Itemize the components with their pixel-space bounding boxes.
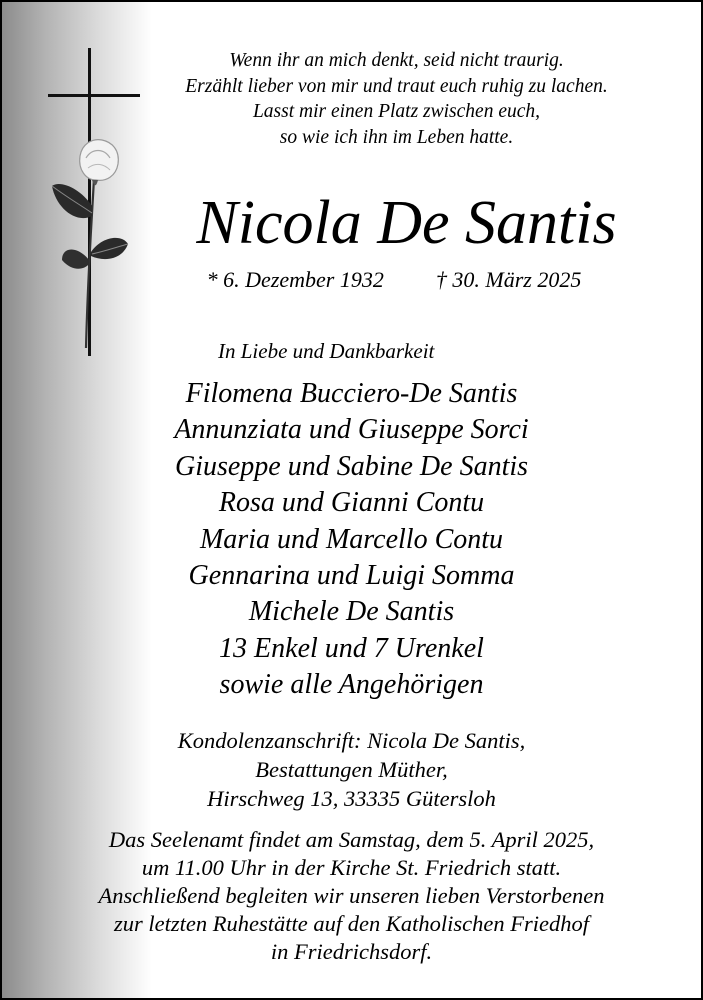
service-line: in Friedrichsdorf. [270,939,433,964]
motto-line: Lasst mir einen Platz zwischen euch, [252,101,541,122]
service-line: zur letzten Ruhestätte auf den Katholischen Friedhof [114,911,589,936]
motto-line: Wenn ihr an mich denkt, seid nicht traurig. [229,50,564,71]
family-list [2,376,701,704]
address-line: Bestattungen Müther, [255,757,448,782]
family-member: Gennarina und Luigi Somma [188,560,515,592]
deceased-name: Nicola De Santis [196,189,617,257]
service-line: um 11.00 Uhr in der Kirche St. Friedrich statt. [141,855,562,880]
family-member: Annunziata und Giuseppe Sorci [174,414,529,446]
death-date: † 30. März 2025 [435,267,582,292]
motto-line: so wie ich ihn im Leben hatte. [279,126,514,148]
family-member: Giuseppe und Sabine De Santis [174,450,529,482]
motto-poem [92,48,701,150]
service-line: Anschließend begleiten wir unseren lieben Verstorbenen [98,883,605,908]
family-member: Rosa und Gianni Contu [218,487,485,519]
family-intro: In Liebe und Dankbarkeit [218,339,435,363]
motto-line: Erzählt lieber von mir und traut euch ruhig zu lachen. [185,75,608,97]
family-member: sowie alle Angehörigen [219,669,484,701]
family-member: Filomena Bucciero-De Santis [185,378,518,409]
service-announcement [2,826,701,966]
address-line: Hirschweg 13, 33335 Gütersloh [207,786,496,811]
family-member: Michele De Santis [248,596,455,628]
life-dates [87,266,701,294]
condolence-address [2,726,701,813]
family-member: Maria und Marcello Contu [199,523,504,555]
birth-date: * 6. Dezember 1932 [206,267,384,292]
service-line: Das Seelenamt findet am Samstag, dem 5. April 2025, [108,827,595,852]
address-line: Kondolenzanschrift: Nicola De Santis, [177,728,526,753]
family-member: 13 Enkel und 7 Urenkel [219,632,484,664]
